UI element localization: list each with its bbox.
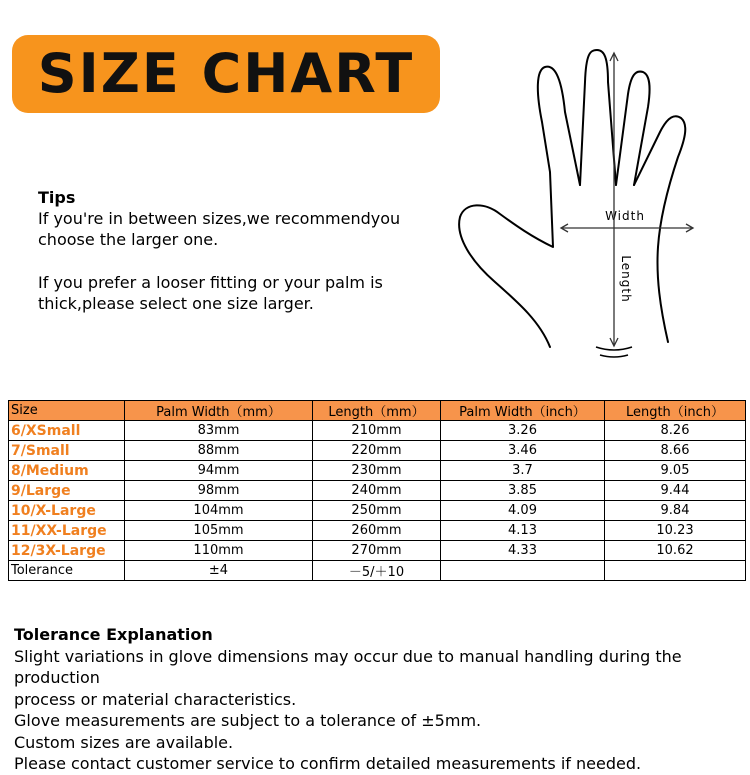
tips-line: If you're in between sizes,we recommendyou [38,209,401,228]
width-arrow [561,224,693,232]
size-cell: 11/XX-Large [9,521,125,541]
explanation-line: process or material characteristics. [14,689,297,709]
size-table [8,400,746,581]
tolerance-explanation [14,624,750,775]
header-palm-width-mm: Palm Width（mm） [125,401,313,421]
table-row [9,541,746,561]
size-cell: 9/Large [9,481,125,501]
size-cell: 6/XSmall [9,421,125,441]
explanation-line: Custom sizes are available. [14,732,234,752]
table-row [9,501,746,521]
palm-width-mm-cell: 110mm [125,541,313,561]
palm-width-inch-cell: 3.85 [441,481,605,501]
explanation-line: Please contact customer service to confirm detailed measurements if needed. [14,754,642,773]
table-row [9,461,746,481]
length-inch-cell: 8.66 [605,441,746,461]
page-title: SIZE CHART [37,42,415,105]
length-inch-cell: 9.05 [605,461,746,481]
header-palm-width-inch: Palm Width（inch） [441,401,605,421]
tolerance-label: Tolerance [9,561,125,581]
length-arrow [610,53,618,346]
palm-width-inch-cell: 4.09 [441,501,605,521]
size-cell: 7/Small [9,441,125,461]
size-cell: 12/3X-Large [9,541,125,561]
header-length-inch: Length（inch） [605,401,746,421]
header-size: Size [9,401,125,421]
wrist-crease [596,347,632,357]
length-mm-cell: 230mm [313,461,441,481]
length-mm-cell: 220mm [313,441,441,461]
size-cell: 10/X-Large [9,501,125,521]
length-inch-cell: 10.23 [605,521,746,541]
length-label: Length [619,255,633,303]
length-inch-cell: 9.84 [605,501,746,521]
palm-width-inch-cell: 3.26 [441,421,605,441]
table-row [9,481,746,501]
explanation-line: Slight variations in glove dimensions may occur due to manual handling during the production [14,646,682,687]
explanation-line: Glove measurements are subject to a tolerance of ±5mm. [14,711,482,730]
tips-line: thick,please select one size larger. [38,294,314,313]
tolerance-row [9,561,746,581]
length-mm-cell: 240mm [313,481,441,501]
tolerance-width-inch [441,561,605,581]
length-inch-cell: 10.62 [605,541,746,561]
hand-outline-icon [459,50,685,347]
palm-width-inch-cell: 3.7 [441,461,605,481]
explanation-title: Tolerance Explanation [14,625,213,644]
length-inch-cell: 9.44 [605,481,746,501]
header-length-mm: Length（mm） [313,401,441,421]
palm-width-inch-cell: 4.33 [441,541,605,561]
palm-width-mm-cell: 98mm [125,481,313,501]
table-row [9,441,746,461]
tips-title: Tips [38,188,76,207]
size-chart-banner [12,35,440,113]
palm-width-mm-cell: 94mm [125,461,313,481]
table-row [9,521,746,541]
palm-width-mm-cell: 88mm [125,441,313,461]
palm-width-inch-cell: 4.13 [441,521,605,541]
tolerance-length: －5/＋10 [313,561,441,581]
palm-width-mm-cell: 105mm [125,521,313,541]
length-mm-cell: 270mm [313,541,441,561]
palm-width-mm-cell: 104mm [125,501,313,521]
tips-line: choose the larger one. [38,230,219,249]
tips-line: If you prefer a looser fitting or your palm is [38,273,383,292]
palm-width-inch-cell: 3.46 [441,441,605,461]
size-cell: 8/Medium [9,461,125,481]
length-mm-cell: 210mm [313,421,441,441]
length-inch-cell: 8.26 [605,421,746,441]
tolerance-width: ±4 [125,561,313,581]
hand-measurement-diagram [450,42,710,387]
width-label: Width [605,209,645,223]
length-mm-cell: 260mm [313,521,441,541]
palm-width-mm-cell: 83mm [125,421,313,441]
table-row [9,421,746,441]
tolerance-length-inch [605,561,746,581]
table-header-row [9,401,746,421]
length-mm-cell: 250mm [313,501,441,521]
tips-section [38,187,458,314]
